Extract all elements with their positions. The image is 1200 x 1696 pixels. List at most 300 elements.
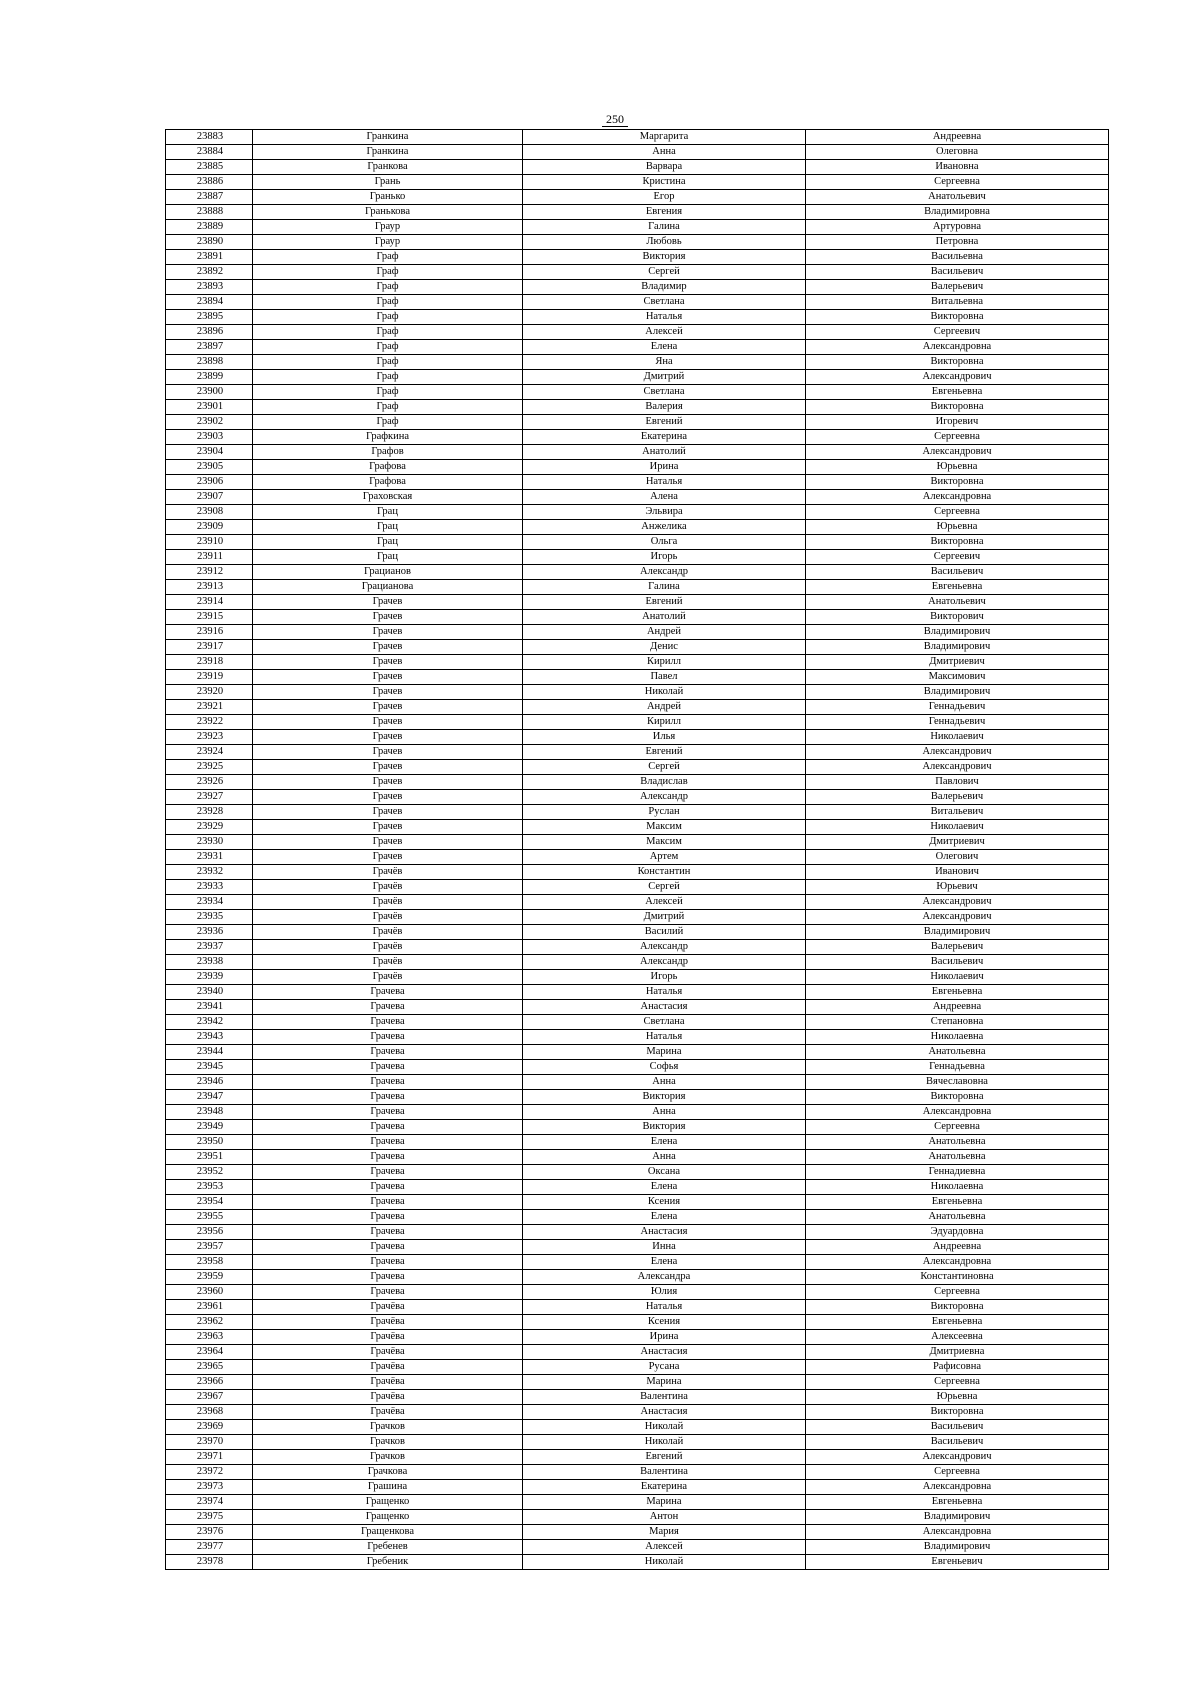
surname-cell: Грачев bbox=[253, 595, 523, 610]
surname-cell: Грачёва bbox=[253, 1390, 523, 1405]
patronymic-cell: Викторовна bbox=[806, 1300, 1109, 1315]
record-number-cell: 23948 bbox=[166, 1105, 253, 1120]
patronymic-cell: Евгеньевна bbox=[806, 1315, 1109, 1330]
record-number-cell: 23941 bbox=[166, 1000, 253, 1015]
surname-cell: Грачёва bbox=[253, 1375, 523, 1390]
surname-cell: Гребеник bbox=[253, 1555, 523, 1570]
record-number-cell: 23952 bbox=[166, 1165, 253, 1180]
surname-cell: Грачёв bbox=[253, 940, 523, 955]
first-name-cell: Анатолий bbox=[523, 610, 806, 625]
table-row bbox=[166, 1135, 1109, 1150]
table-row bbox=[166, 1345, 1109, 1360]
patronymic-cell: Ивановна bbox=[806, 160, 1109, 175]
record-number-cell: 23968 bbox=[166, 1405, 253, 1420]
first-name-cell: Ирина bbox=[523, 460, 806, 475]
first-name-cell: Антон bbox=[523, 1510, 806, 1525]
patronymic-cell: Евгеньевна bbox=[806, 985, 1109, 1000]
first-name-cell: Кирилл bbox=[523, 715, 806, 730]
table-row bbox=[166, 1255, 1109, 1270]
record-number-cell: 23929 bbox=[166, 820, 253, 835]
patronymic-cell: Александрович bbox=[806, 745, 1109, 760]
first-name-cell: Сергей bbox=[523, 760, 806, 775]
table-row bbox=[166, 1150, 1109, 1165]
record-number-cell: 23965 bbox=[166, 1360, 253, 1375]
first-name-cell: Александра bbox=[523, 1270, 806, 1285]
surname-cell: Грачков bbox=[253, 1435, 523, 1450]
table-row bbox=[166, 265, 1109, 280]
surname-cell: Графова bbox=[253, 475, 523, 490]
record-number-cell: 23963 bbox=[166, 1330, 253, 1345]
record-number-cell: 23977 bbox=[166, 1540, 253, 1555]
first-name-cell: Маргарита bbox=[523, 130, 806, 145]
record-number-cell: 23964 bbox=[166, 1345, 253, 1360]
record-number-cell: 23955 bbox=[166, 1210, 253, 1225]
surname-cell: Грачев bbox=[253, 730, 523, 745]
surname-cell: Грачева bbox=[253, 1285, 523, 1300]
patronymic-cell: Владимирович bbox=[806, 925, 1109, 940]
record-number-cell: 23971 bbox=[166, 1450, 253, 1465]
record-number-cell: 23888 bbox=[166, 205, 253, 220]
record-number-cell: 23932 bbox=[166, 865, 253, 880]
surname-cell: Грачева bbox=[253, 1255, 523, 1270]
table-row bbox=[166, 1540, 1109, 1555]
surname-cell: Грачева bbox=[253, 1000, 523, 1015]
table-row bbox=[166, 715, 1109, 730]
patronymic-cell: Сергеевна bbox=[806, 175, 1109, 190]
surname-cell: Грачёв bbox=[253, 880, 523, 895]
patronymic-cell: Васильевич bbox=[806, 1435, 1109, 1450]
first-name-cell: Павел bbox=[523, 670, 806, 685]
patronymic-cell: Алексеевна bbox=[806, 1330, 1109, 1345]
first-name-cell: Сергей bbox=[523, 880, 806, 895]
table-row bbox=[166, 400, 1109, 415]
first-name-cell: Анатолий bbox=[523, 445, 806, 460]
table-row bbox=[166, 310, 1109, 325]
record-number-cell: 23908 bbox=[166, 505, 253, 520]
record-number-cell: 23949 bbox=[166, 1120, 253, 1135]
record-number-cell: 23927 bbox=[166, 790, 253, 805]
first-name-cell: Марина bbox=[523, 1375, 806, 1390]
table-row bbox=[166, 355, 1109, 370]
first-name-cell: Юлия bbox=[523, 1285, 806, 1300]
first-name-cell: Александр bbox=[523, 955, 806, 970]
record-number-cell: 23972 bbox=[166, 1465, 253, 1480]
patronymic-cell: Николаевна bbox=[806, 1030, 1109, 1045]
patronymic-cell: Викторовна bbox=[806, 1090, 1109, 1105]
first-name-cell: Наталья bbox=[523, 1030, 806, 1045]
surname-cell: Грачева bbox=[253, 1165, 523, 1180]
table-row bbox=[166, 1465, 1109, 1480]
patronymic-cell: Владимирович bbox=[806, 625, 1109, 640]
surname-cell: Гранькова bbox=[253, 205, 523, 220]
patronymic-cell: Анатольевич bbox=[806, 190, 1109, 205]
patronymic-cell: Александровна bbox=[806, 340, 1109, 355]
record-number-cell: 23915 bbox=[166, 610, 253, 625]
record-number-cell: 23953 bbox=[166, 1180, 253, 1195]
patronymic-cell: Владимирович bbox=[806, 685, 1109, 700]
surname-cell: Графкина bbox=[253, 430, 523, 445]
patronymic-cell: Витальевна bbox=[806, 295, 1109, 310]
table-row bbox=[166, 1315, 1109, 1330]
table-row bbox=[166, 625, 1109, 640]
table-row bbox=[166, 985, 1109, 1000]
surname-cell: Грачева bbox=[253, 1030, 523, 1045]
page-number bbox=[0, 112, 1200, 127]
record-number-cell: 23947 bbox=[166, 1090, 253, 1105]
patronymic-cell: Валерьевич bbox=[806, 940, 1109, 955]
first-name-cell: Анна bbox=[523, 1105, 806, 1120]
first-name-cell: Русана bbox=[523, 1360, 806, 1375]
first-name-cell: Денис bbox=[523, 640, 806, 655]
patronymic-cell: Викторовна bbox=[806, 310, 1109, 325]
surname-cell: Граф bbox=[253, 325, 523, 340]
first-name-cell: Любовь bbox=[523, 235, 806, 250]
record-number-cell: 23910 bbox=[166, 535, 253, 550]
surname-cell: Граф bbox=[253, 280, 523, 295]
patronymic-cell: Васильевна bbox=[806, 250, 1109, 265]
first-name-cell: Елена bbox=[523, 340, 806, 355]
record-number-cell: 23911 bbox=[166, 550, 253, 565]
table-row bbox=[166, 1525, 1109, 1540]
first-name-cell: Артем bbox=[523, 850, 806, 865]
surname-cell: Грачёва bbox=[253, 1360, 523, 1375]
first-name-cell: Светлана bbox=[523, 295, 806, 310]
first-name-cell: Екатерина bbox=[523, 430, 806, 445]
patronymic-cell: Анатольевна bbox=[806, 1210, 1109, 1225]
patronymic-cell: Валерьевич bbox=[806, 280, 1109, 295]
patronymic-cell: Александровна bbox=[806, 490, 1109, 505]
table-row bbox=[166, 865, 1109, 880]
first-name-cell: Марина bbox=[523, 1495, 806, 1510]
patronymic-cell: Владимирович bbox=[806, 1510, 1109, 1525]
record-number-cell: 23896 bbox=[166, 325, 253, 340]
surname-cell: Грачев bbox=[253, 850, 523, 865]
table-row bbox=[166, 940, 1109, 955]
patronymic-cell: Витальевич bbox=[806, 805, 1109, 820]
record-number-cell: 23936 bbox=[166, 925, 253, 940]
patronymic-cell: Сергеевич bbox=[806, 325, 1109, 340]
first-name-cell: Кристина bbox=[523, 175, 806, 190]
table-row bbox=[166, 835, 1109, 850]
first-name-cell: Валентина bbox=[523, 1390, 806, 1405]
table-row bbox=[166, 1120, 1109, 1135]
patronymic-cell: Александровна bbox=[806, 1525, 1109, 1540]
patronymic-cell: Александрович bbox=[806, 895, 1109, 910]
first-name-cell: Галина bbox=[523, 580, 806, 595]
record-number-cell: 23924 bbox=[166, 745, 253, 760]
surname-cell: Гранкина bbox=[253, 130, 523, 145]
patronymic-cell: Геннадьевна bbox=[806, 1060, 1109, 1075]
table-row bbox=[166, 1405, 1109, 1420]
patronymic-cell: Сергеевна bbox=[806, 430, 1109, 445]
table-row bbox=[166, 850, 1109, 865]
surname-cell: Гранкова bbox=[253, 160, 523, 175]
surname-cell: Граф bbox=[253, 340, 523, 355]
patronymic-cell: Анатольевич bbox=[806, 595, 1109, 610]
record-number-cell: 23895 bbox=[166, 310, 253, 325]
table-row bbox=[166, 340, 1109, 355]
record-number-cell: 23897 bbox=[166, 340, 253, 355]
surname-cell: Грачев bbox=[253, 610, 523, 625]
record-number-cell: 23928 bbox=[166, 805, 253, 820]
first-name-cell: Анна bbox=[523, 1150, 806, 1165]
table-row bbox=[166, 970, 1109, 985]
surname-cell: Грачев bbox=[253, 715, 523, 730]
first-name-cell: Анастасия bbox=[523, 1345, 806, 1360]
first-name-cell: Дмитрий bbox=[523, 910, 806, 925]
table-row bbox=[166, 520, 1109, 535]
table-row bbox=[166, 535, 1109, 550]
patronymic-cell: Николаевич bbox=[806, 730, 1109, 745]
first-name-cell: Валерия bbox=[523, 400, 806, 415]
patronymic-cell: Викторовна bbox=[806, 535, 1109, 550]
patronymic-cell: Викторовна bbox=[806, 355, 1109, 370]
surname-cell: Гранкина bbox=[253, 145, 523, 160]
first-name-cell: Евгений bbox=[523, 415, 806, 430]
table-row bbox=[166, 670, 1109, 685]
table-row bbox=[166, 1180, 1109, 1195]
patronymic-cell: Олеговна bbox=[806, 145, 1109, 160]
surname-cell: Грачева bbox=[253, 1075, 523, 1090]
record-number-cell: 23923 bbox=[166, 730, 253, 745]
surname-cell: Грачёва bbox=[253, 1330, 523, 1345]
record-number-cell: 23974 bbox=[166, 1495, 253, 1510]
first-name-cell: Николай bbox=[523, 1420, 806, 1435]
record-number-cell: 23973 bbox=[166, 1480, 253, 1495]
patronymic-cell: Викторовна bbox=[806, 475, 1109, 490]
patronymic-cell: Артуровна bbox=[806, 220, 1109, 235]
first-name-cell: Елена bbox=[523, 1210, 806, 1225]
patronymic-cell: Константиновна bbox=[806, 1270, 1109, 1285]
first-name-cell: Евгений bbox=[523, 745, 806, 760]
record-number-cell: 23912 bbox=[166, 565, 253, 580]
surname-cell: Грац bbox=[253, 520, 523, 535]
patronymic-cell: Анатольевна bbox=[806, 1045, 1109, 1060]
surname-cell: Грачёва bbox=[253, 1300, 523, 1315]
surname-cell: Гращенко bbox=[253, 1510, 523, 1525]
patronymic-cell: Александрович bbox=[806, 445, 1109, 460]
surname-cell: Грац bbox=[253, 550, 523, 565]
first-name-cell: Егор bbox=[523, 190, 806, 205]
first-name-cell: Варвара bbox=[523, 160, 806, 175]
patronymic-cell: Геннадьевич bbox=[806, 715, 1109, 730]
record-number-cell: 23935 bbox=[166, 910, 253, 925]
table-row bbox=[166, 160, 1109, 175]
first-name-cell: Ксения bbox=[523, 1315, 806, 1330]
surname-cell: Графова bbox=[253, 460, 523, 475]
registry-table-body bbox=[166, 130, 1109, 1570]
table-row bbox=[166, 415, 1109, 430]
record-number-cell: 23943 bbox=[166, 1030, 253, 1045]
surname-cell: Граф bbox=[253, 310, 523, 325]
record-number-cell: 23905 bbox=[166, 460, 253, 475]
table-row bbox=[166, 1075, 1109, 1090]
first-name-cell: Николай bbox=[523, 685, 806, 700]
surname-cell: Грачева bbox=[253, 985, 523, 1000]
table-row bbox=[166, 775, 1109, 790]
patronymic-cell: Викторовна bbox=[806, 400, 1109, 415]
first-name-cell: Николай bbox=[523, 1555, 806, 1570]
record-number-cell: 23946 bbox=[166, 1075, 253, 1090]
table-row bbox=[166, 550, 1109, 565]
table-row bbox=[166, 1225, 1109, 1240]
surname-cell: Грачев bbox=[253, 700, 523, 715]
record-number-cell: 23962 bbox=[166, 1315, 253, 1330]
patronymic-cell: Геннадьевич bbox=[806, 700, 1109, 715]
patronymic-cell: Иванович bbox=[806, 865, 1109, 880]
patronymic-cell: Евгеньевна bbox=[806, 1495, 1109, 1510]
first-name-cell: Алексей bbox=[523, 895, 806, 910]
patronymic-cell: Викторовна bbox=[806, 1405, 1109, 1420]
first-name-cell: Елена bbox=[523, 1180, 806, 1195]
first-name-cell: Владислав bbox=[523, 775, 806, 790]
first-name-cell: Алексей bbox=[523, 325, 806, 340]
table-row bbox=[166, 220, 1109, 235]
record-number-cell: 23945 bbox=[166, 1060, 253, 1075]
table-row bbox=[166, 430, 1109, 445]
first-name-cell: Анастасия bbox=[523, 1405, 806, 1420]
patronymic-cell: Николаевич bbox=[806, 820, 1109, 835]
record-number-cell: 23893 bbox=[166, 280, 253, 295]
first-name-cell: Николай bbox=[523, 1435, 806, 1450]
table-row bbox=[166, 1105, 1109, 1120]
record-number-cell: 23889 bbox=[166, 220, 253, 235]
table-row bbox=[166, 1510, 1109, 1525]
record-number-cell: 23926 bbox=[166, 775, 253, 790]
table-row bbox=[166, 490, 1109, 505]
surname-cell: Гращенкова bbox=[253, 1525, 523, 1540]
first-name-cell: Анастасия bbox=[523, 1000, 806, 1015]
surname-cell: Грачева bbox=[253, 1060, 523, 1075]
first-name-cell: Виктория bbox=[523, 1090, 806, 1105]
record-number-cell: 23957 bbox=[166, 1240, 253, 1255]
table-row bbox=[166, 505, 1109, 520]
surname-cell: Грачева bbox=[253, 1150, 523, 1165]
patronymic-cell: Валерьевич bbox=[806, 790, 1109, 805]
table-row bbox=[166, 250, 1109, 265]
surname-cell: Грачева bbox=[253, 1210, 523, 1225]
patronymic-cell: Юрьевна bbox=[806, 1390, 1109, 1405]
table-row bbox=[166, 820, 1109, 835]
table-row bbox=[166, 1450, 1109, 1465]
surname-cell: Грачева bbox=[253, 1045, 523, 1060]
first-name-cell: Алексей bbox=[523, 1540, 806, 1555]
table-row bbox=[166, 1000, 1109, 1015]
record-number-cell: 23970 bbox=[166, 1435, 253, 1450]
record-number-cell: 23954 bbox=[166, 1195, 253, 1210]
table-row bbox=[166, 175, 1109, 190]
surname-cell: Грачева bbox=[253, 1015, 523, 1030]
surname-cell: Грачев bbox=[253, 745, 523, 760]
first-name-cell: Максим bbox=[523, 820, 806, 835]
record-number-cell: 23934 bbox=[166, 895, 253, 910]
record-number-cell: 23886 bbox=[166, 175, 253, 190]
first-name-cell: Владимир bbox=[523, 280, 806, 295]
patronymic-cell: Васильевич bbox=[806, 1420, 1109, 1435]
patronymic-cell: Васильевич bbox=[806, 955, 1109, 970]
first-name-cell: Ирина bbox=[523, 1330, 806, 1345]
first-name-cell: Игорь bbox=[523, 550, 806, 565]
first-name-cell: Марина bbox=[523, 1045, 806, 1060]
record-number-cell: 23966 bbox=[166, 1375, 253, 1390]
surname-cell: Грашина bbox=[253, 1480, 523, 1495]
surname-cell: Грачев bbox=[253, 685, 523, 700]
table-row bbox=[166, 1165, 1109, 1180]
record-number-cell: 23903 bbox=[166, 430, 253, 445]
patronymic-cell: Сергеевич bbox=[806, 550, 1109, 565]
surname-cell: Граф bbox=[253, 385, 523, 400]
first-name-cell: Анжелика bbox=[523, 520, 806, 535]
surname-cell: Граховская bbox=[253, 490, 523, 505]
first-name-cell: Евгений bbox=[523, 595, 806, 610]
patronymic-cell: Владимирович bbox=[806, 640, 1109, 655]
record-number-cell: 23939 bbox=[166, 970, 253, 985]
first-name-cell: Анна bbox=[523, 1075, 806, 1090]
record-number-cell: 23931 bbox=[166, 850, 253, 865]
record-number-cell: 23901 bbox=[166, 400, 253, 415]
record-number-cell: 23950 bbox=[166, 1135, 253, 1150]
table-row bbox=[166, 205, 1109, 220]
surname-cell: Грацианов bbox=[253, 565, 523, 580]
record-number-cell: 23933 bbox=[166, 880, 253, 895]
table-row bbox=[166, 700, 1109, 715]
patronymic-cell: Сергеевна bbox=[806, 1465, 1109, 1480]
patronymic-cell: Степановна bbox=[806, 1015, 1109, 1030]
first-name-cell: Яна bbox=[523, 355, 806, 370]
patronymic-cell: Сергеевна bbox=[806, 1375, 1109, 1390]
patronymic-cell: Николаевна bbox=[806, 1180, 1109, 1195]
record-number-cell: 23917 bbox=[166, 640, 253, 655]
table-row bbox=[166, 280, 1109, 295]
first-name-cell: Софья bbox=[523, 1060, 806, 1075]
record-number-cell: 23894 bbox=[166, 295, 253, 310]
record-number-cell: 23961 bbox=[166, 1300, 253, 1315]
patronymic-cell: Александровна bbox=[806, 1255, 1109, 1270]
patronymic-cell: Васильевич bbox=[806, 565, 1109, 580]
record-number-cell: 23969 bbox=[166, 1420, 253, 1435]
table-row bbox=[166, 1285, 1109, 1300]
surname-cell: Грачкова bbox=[253, 1465, 523, 1480]
record-number-cell: 23898 bbox=[166, 355, 253, 370]
table-row bbox=[166, 730, 1109, 745]
record-number-cell: 23938 bbox=[166, 955, 253, 970]
first-name-cell: Екатерина bbox=[523, 1480, 806, 1495]
patronymic-cell: Евгеньевна bbox=[806, 385, 1109, 400]
first-name-cell: Наталья bbox=[523, 475, 806, 490]
surname-cell: Грачева bbox=[253, 1270, 523, 1285]
patronymic-cell: Владимировна bbox=[806, 205, 1109, 220]
record-number-cell: 23883 bbox=[166, 130, 253, 145]
table-row bbox=[166, 130, 1109, 145]
surname-cell: Граур bbox=[253, 235, 523, 250]
patronymic-cell: Александровна bbox=[806, 1105, 1109, 1120]
table-row bbox=[166, 325, 1109, 340]
table-row bbox=[166, 1435, 1109, 1450]
surname-cell: Грачёва bbox=[253, 1345, 523, 1360]
first-name-cell: Александр bbox=[523, 940, 806, 955]
table-row bbox=[166, 190, 1109, 205]
record-number-cell: 23918 bbox=[166, 655, 253, 670]
record-number-cell: 23914 bbox=[166, 595, 253, 610]
table-row bbox=[166, 1300, 1109, 1315]
record-number-cell: 23890 bbox=[166, 235, 253, 250]
surname-cell: Граф bbox=[253, 370, 523, 385]
record-number-cell: 23944 bbox=[166, 1045, 253, 1060]
record-number-cell: 23956 bbox=[166, 1225, 253, 1240]
table-row bbox=[166, 1555, 1109, 1570]
first-name-cell: Наталья bbox=[523, 310, 806, 325]
patronymic-cell: Александрович bbox=[806, 760, 1109, 775]
